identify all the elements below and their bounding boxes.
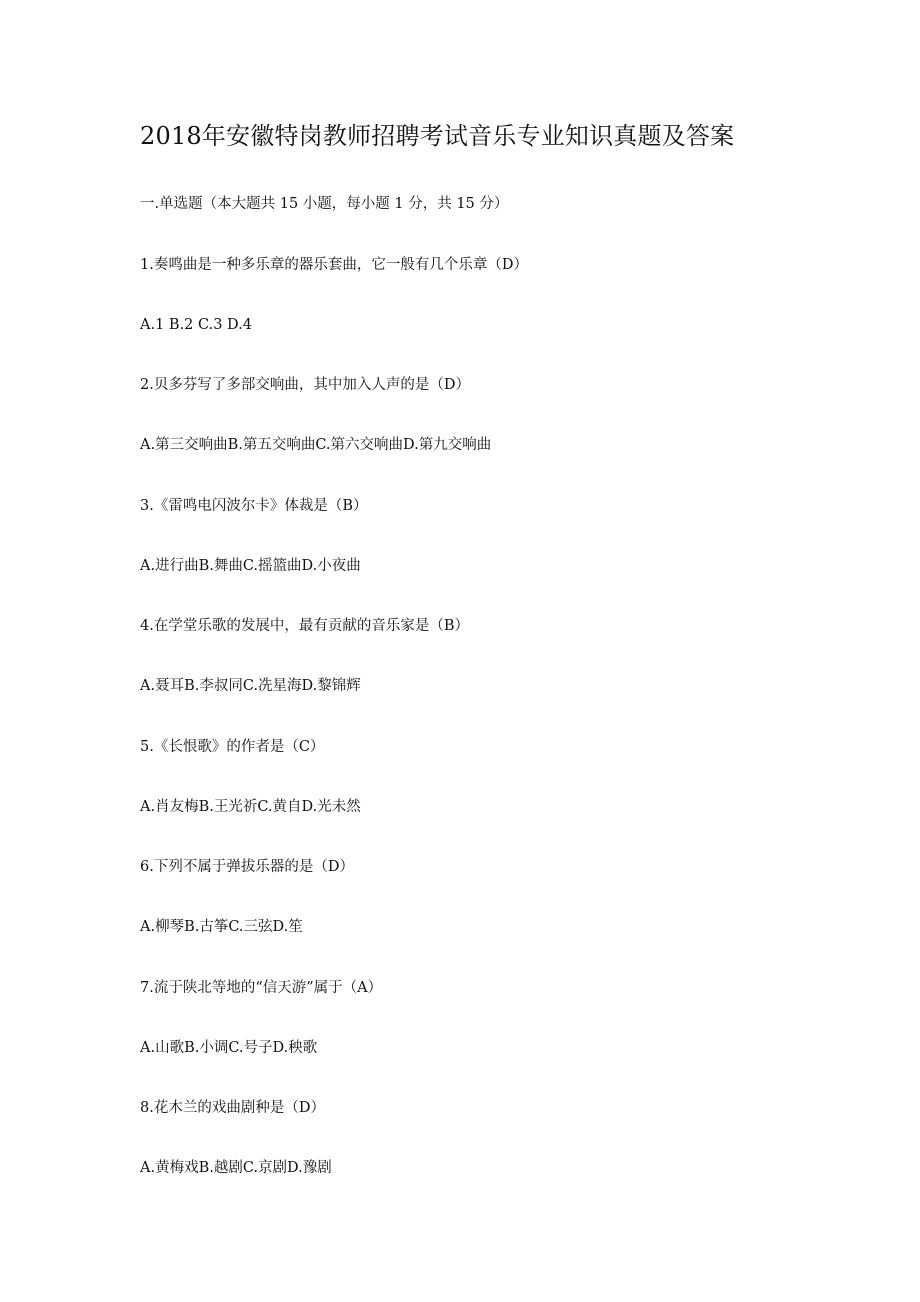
question-3-options: A.进行曲B.舞曲C.摇篮曲D.小夜曲 [140,558,361,574]
section-heading: 一.单选题（本大题共 15 小题，每小题 1 分，共 15 分） [140,196,509,212]
question-8-text: 8.花木兰的戏曲剧种是（D） [140,1100,325,1116]
question-3-text: 3.《雷鸣电闪波尔卡》体裁是（B） [140,498,368,514]
question-6-options: A.柳琴B.古筝C.三弦D.笙 [140,919,303,935]
question-1-text: 1.奏鸣曲是一种多乐章的器乐套曲，它一般有几个乐章（D） [140,257,528,273]
question-1-options: A.1 B.2 C.3 D.4 [140,317,252,333]
document-title: 2018年安徽特岗教师招聘考试音乐专业知识真题及答案 [140,122,735,150]
question-4-text: 4.在学堂乐歌的发展中，最有贡献的音乐家是（B） [140,618,469,634]
question-5-options: A.肖友梅B.王光祈C.黄自D.光未然 [140,799,361,815]
question-5-text: 5.《长恨歌》的作者是（C） [140,739,325,755]
question-2-text: 2.贝多芬写了多部交响曲，其中加入人声的是（D） [140,377,470,393]
question-7-options: A.山歌B.小调C.号子D.秧歌 [140,1040,318,1056]
question-8-options: A.黄梅戏B.越剧C.京剧D.豫剧 [140,1160,332,1176]
question-4-options: A.聂耳B.李叔同C.冼星海D.黎锦辉 [140,678,361,694]
question-2-options: A.第三交响曲B.第五交响曲C.第六交响曲D.第九交响曲 [140,437,492,453]
question-7-text: 7.流于陕北等地的“信天游”属于（A） [140,980,383,996]
question-6-text: 6.下列不属于弹拔乐器的是（D） [140,859,354,875]
